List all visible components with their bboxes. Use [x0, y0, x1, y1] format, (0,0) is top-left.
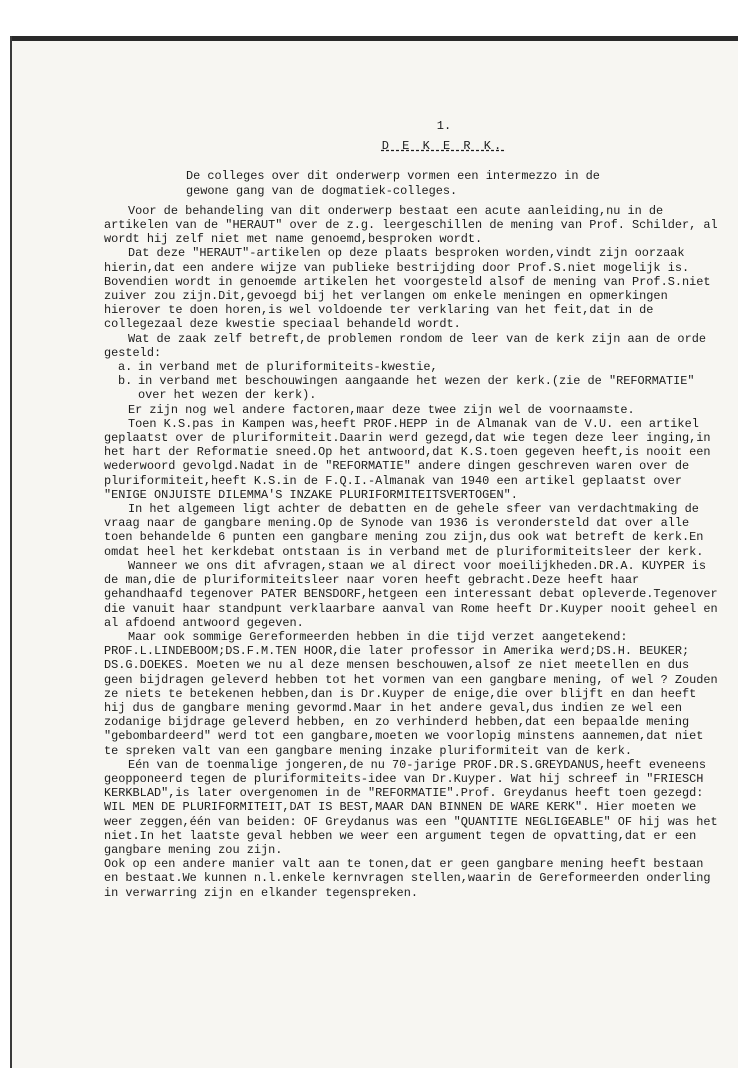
intro-paragraph: De colleges over dit onderwerp vormen een intermezzo in de gewone gang van de dogmatiek-colleges.	[186, 169, 600, 198]
list-marker: a.	[118, 360, 133, 375]
paragraph: Er zijn nog wel andere factoren,maar deze twee zijn wel de voornaamste.	[128, 402, 635, 417]
document-body	[104, 119, 724, 900]
closing-paragraph: Ook op een andere manier valt aan te tonen,dat er geen gangbare mening heeft bestaan en bestaat.We kunnen n.l.enkele kernvragen stellen,waarin de Gereformeerden onderling in verwarring zijn en elkander tegenspreken.	[104, 857, 711, 900]
paragraph: In het algemeen ligt achter de debatten en de gehele sfeer van verdachtmaking de vraag naar de gangbare mening.Op de Synode van 1936 is verondersteld dat over alle toen behandelde 6 punten een gangbare mening zou zijn,dus ook wat betreft de kerk.En omdat heel het kerkdebat ontstaan is in verband met de pluriformiteitsleer der kerk.	[104, 502, 704, 559]
list-text: in verband met de pluriformiteits-kwestie,	[138, 360, 438, 375]
paragraph: Maar ook sommige Gereformeerden hebben in die tijd verzet aangetekend: PROF.L.LINDEBOOM;DS.F.M.TEN HOOR,die later professor in Amerika werd;DS.H. BEUKER; DS.G.DOEKES. Moeten we nu al deze mensen beschouwen,alsof ze niet meetellen en dus geen bijdragen geleverd hebben tot het vormen van een gangbare mening, of wel ? Zouden ze niets te betekenen hebben,dan is Dr.Kuyper de enige,die over blijft en dan heeft hij dus de gangbare mening gevormd.Maar in het andere geval,dus indien ze wel een zodanige bijdrage geleverd hebben, en zo verhinderd hebben,dat een bepaalde mening "gebombardeerd" werd tot een gangbare,moeten we voorlopig minstens aannemen,dat niet te spreken valt van een gangbare mening inzake pluriformiteit van de kerk.	[104, 629, 718, 758]
paragraph: Voor de behandeling van dit onderwerp bestaat een acute aanleiding,nu in de artikelen van de "HERAUT" over de z.g. leergeschillen de mening van Prof. Schilder, al wordt hij zelf niet met name genoemd,besproken wordt.	[104, 203, 718, 247]
paragraph: Dat deze "HERAUT"-artikelen op deze plaats besproken worden,vindt zijn oorzaak hierin,dat een andere wijze van publieke bestrijding door Prof.S.niet mogelijk is. Bovendien wordt in genoemde artikelen het voorgesteld alsof de mening van Prof.S.niet zuiver zou zijn.Dit,gevoegd bij het verlangen om enkele meningen en opmerkingen hierover te doen horen,is wel voldoende ter verklaring van het feit,dat in de collegezaal deze kwestie speciaal behandeld wordt.	[104, 246, 711, 332]
scan-margin-top	[0, 0, 738, 38]
topic-list	[118, 360, 724, 403]
list-marker: b.	[118, 374, 133, 389]
document-title: D E K E R K.	[381, 139, 505, 154]
paragraph: Toen K.S.pas in Kampen was,heeft PROF.HEPP in de Almanak van de V.U. een artikel geplaatst over de pluriformiteit.Daarin werd gezegd,dat wie tegen deze leer inging,in het hart der Reformatie sneed.Op het antwoord,dat K.S.toen gegeven heeft,is nooit een wederwoord gevolgd.Nadat in de "REFORMATIE" andere dingen geschreven waren over de pluriformiteit,heeft K.S.in de F.Q.I.-Almanak van 1940 een artikel geplaatst over "ENIGE ONJUISTE DILEMMA'S INZAKE PLURIFORMITEITSVERTOGEN".	[104, 416, 711, 502]
paragraph: Wat de zaak zelf betreft,de problemen rondom de leer van de kerk zijn aan de orde gesteld:	[104, 331, 706, 360]
list-item	[118, 360, 724, 374]
page-number: 1.	[436, 119, 452, 133]
paragraph: Eén van de toenmalige jongeren,de nu 70-jarige PROF.DR.S.GREYDANUS,heeft eveneens geopponeerd tegen de pluriformiteits-idee van Dr.Kuyper. Wat hij schreef in "FRIESCH KERKBLAD",is later overgenomen in de "REFORMATIE".Prof. Greydanus heeft toen gezegd: WIL MEN DE PLURIFORMITEIT,DAT IS BEST,MAAR DAN BINNEN DE WARE KERK". Hier moeten we weer zeggen,één van beiden: OF Greydanus was een "QUANTITE NEGLIGEABLE" OF hij was het niet.In het laatste geval hebben we weer een argument tegen de opvatting,dat er een gangbare mening zou zijn.	[104, 757, 718, 857]
list-text: in verband met beschouwingen aangaande het wezen der kerk.(zie de "REFORMATIE" over het wezen der kerk).	[138, 374, 695, 403]
paragraph: Wanneer we ons dit afvragen,staan we al direct voor moeilijkheden.DR.A. KUYPER is de man,die de pluriformiteitsleer naar voren heeft gebracht.Deze heeft haar gehandhaafd tegenover PATER BENSDORF,hetgeen een interessant debat opleverde.Tegenover die vanuit haar standpunt verklaarbare aanval van Rome heeft Dr.Kuyper nooit geheel en al afdoend antwoord gegeven.	[104, 558, 718, 630]
list-item	[118, 374, 724, 402]
document-page	[12, 41, 738, 1068]
